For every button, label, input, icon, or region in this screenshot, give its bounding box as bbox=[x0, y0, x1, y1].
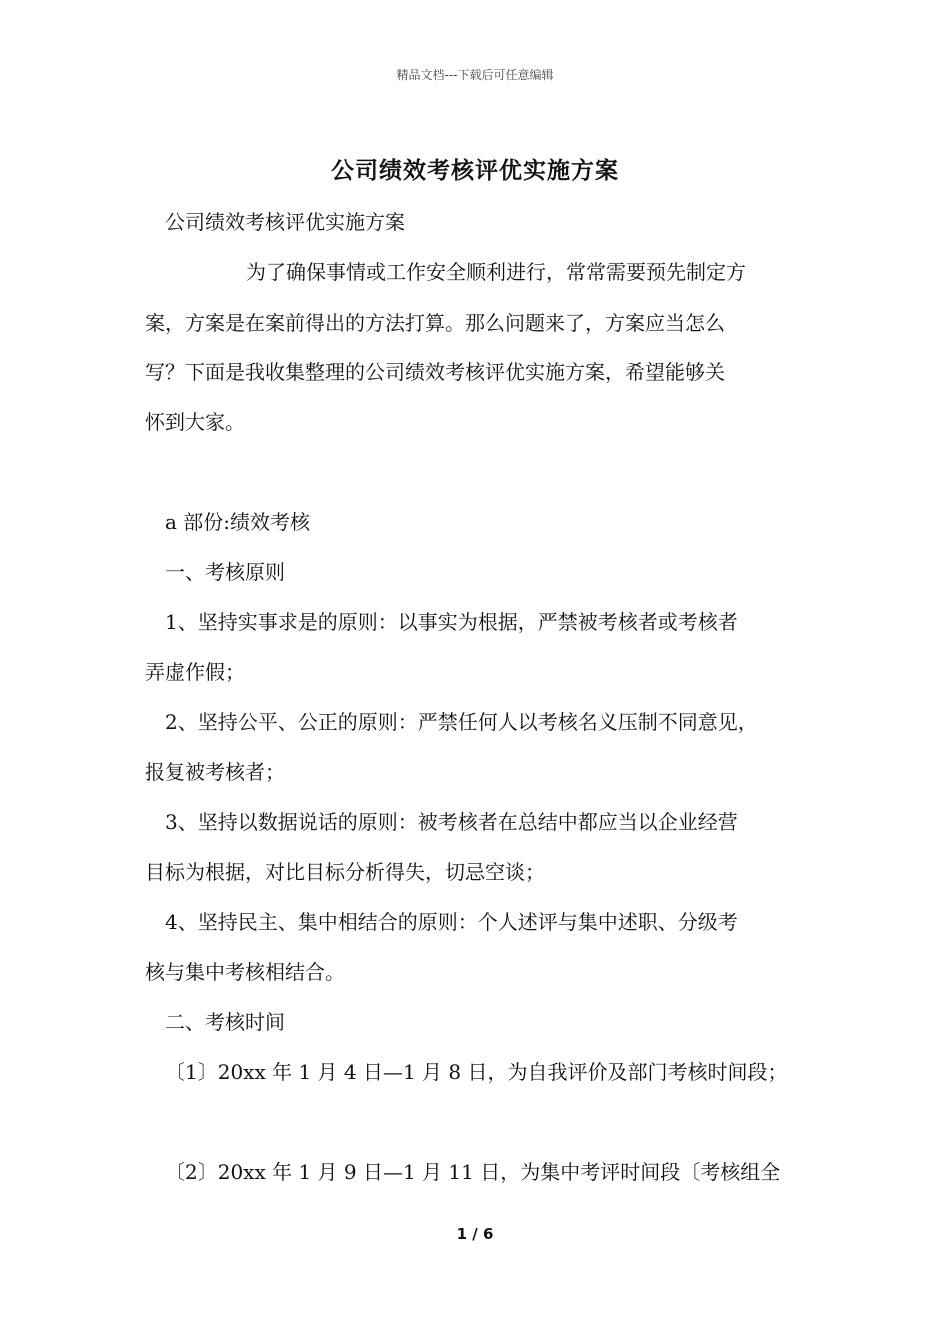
document-title: 公司绩效考核评优实施方案 bbox=[331, 157, 619, 184]
principle-3-line-1: 3、坚持以数据说话的原则：被考核者在总结中都应当以企业经营 bbox=[165, 810, 738, 834]
principle-2-line-1: 2、坚持公平、公正的原则：严禁任何人以考核名义压制不同意见， bbox=[165, 710, 758, 734]
section-heading-a: a 部份:绩效考核 bbox=[165, 510, 311, 534]
intro-line-4: 怀到大家。 bbox=[145, 410, 245, 434]
time-item-2: 〔2〕20xx 年 1 月 9 日—1 月 11 日，为集中考评时间段〔考核组全 bbox=[165, 1160, 781, 1184]
principle-3-line-2: 目标为根据，对比目标分析得失，切忌空谈； bbox=[145, 860, 545, 884]
principle-1-line-1: 1、坚持实事求是的原则：以事实为根据，严禁被考核者或考核者 bbox=[165, 610, 738, 634]
principle-2-line-2: 报复被考核者； bbox=[145, 760, 285, 784]
time-item-1: 〔1〕20xx 年 1 月 4 日—1 月 8 日，为自我评价及部门考核时间段； bbox=[165, 1060, 788, 1084]
page-indicator: 1 / 6 bbox=[456, 1225, 494, 1243]
principle-4-line-1: 4、坚持民主、集中相结合的原则：个人述评与集中述职、分级考 bbox=[165, 910, 738, 934]
heading-principles: 一、考核原则 bbox=[165, 560, 285, 584]
intro-line-3: 写？下面是我收集整理的公司绩效考核评优实施方案，希望能够关 bbox=[145, 360, 725, 384]
intro-line-2: 案，方案是在案前得出的方法打算。那么问题来了，方案应当怎么 bbox=[145, 311, 725, 335]
subtitle-line: 公司绩效考核评优实施方案 bbox=[165, 210, 405, 234]
intro-line-1: 为了确保事情或工作安全顺利进行，常常需要预先制定方 bbox=[246, 260, 746, 284]
principle-4-line-2: 核与集中考核相结合。 bbox=[145, 960, 345, 984]
principle-1-line-2: 弄虚作假； bbox=[145, 660, 245, 684]
heading-time: 二、考核时间 bbox=[165, 1010, 285, 1034]
header-note: 精品文档---下载后可任意编辑 bbox=[396, 68, 554, 82]
